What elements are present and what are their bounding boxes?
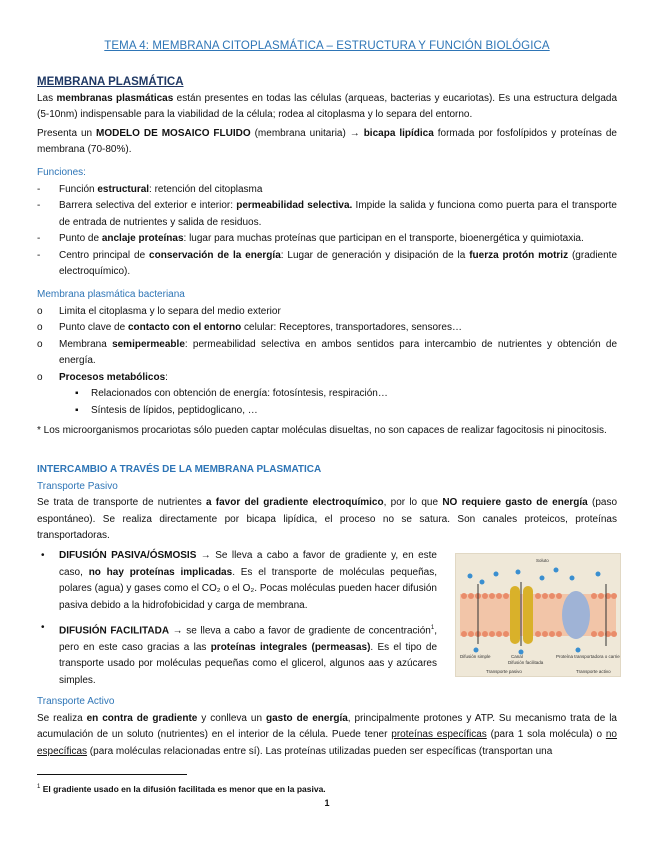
- figure-label-facilitada: Difusión facilitada: [508, 660, 544, 665]
- text: , pero en este caso gracias a las: [59, 625, 437, 653]
- text: y conlleva un: [197, 712, 266, 724]
- text: Función: [59, 183, 98, 195]
- text: Se realiza: [37, 712, 87, 724]
- section-activo: [37, 694, 617, 760]
- bold-text: a favor del gradiente electroquímico: [205, 497, 384, 508]
- bold-text: anclaje proteínas: [101, 233, 184, 244]
- text: Relacionados con obtención de energía: fotosíntesis, respiración…: [91, 388, 388, 399]
- text: Presenta un: [37, 127, 97, 139]
- list-item-difusion-facilitada: [37, 620, 437, 689]
- text: Impide la salida y funciona como puerta para el transporte de entrada de nutrientes y salida de residuos.: [59, 200, 617, 228]
- list-item: [37, 248, 617, 281]
- bold-text: conservación de la energía: [149, 249, 281, 261]
- section-funciones: [37, 165, 617, 281]
- bullet-marker: ▪: [75, 404, 79, 416]
- text: (paso espontáneo). Se realiza directamente por bicapa lipídica, el proceso no se satura. Son canales proteicos, proteínas transportadoras.: [37, 497, 618, 541]
- membrane-transport-figure: [455, 553, 621, 677]
- text: están presentes en todas las células (arqueas, bacterias y eucariotas). Es una estructura delgada (5-10nm) indispensable para la viabilidad de la célula; rodea al citoplasma y lo separa del entorno.: [37, 92, 618, 120]
- text: → se lleva a cabo a favor de gradiente de concentración: [169, 625, 431, 637]
- bullet-marker: o: [37, 371, 43, 383]
- bullet-marker: -: [37, 249, 41, 261]
- footnote-separator: [37, 774, 187, 775]
- bold-text: semipermeable: [112, 338, 185, 350]
- bilayer: [460, 594, 616, 636]
- section-intercambio: [37, 462, 617, 545]
- bullet-marker: -: [37, 200, 41, 211]
- bold-text: membranas plasmáticas: [56, 92, 174, 104]
- text: :: [165, 371, 168, 383]
- text: (para 1 sola molécula) o: [486, 729, 606, 740]
- text: : permeabilidad selectiva en ambos sentidos para intercambio de nutrientes y obtención de energía.: [59, 338, 618, 366]
- text: , principalmente protones y ATP. Su mecanismo trata de la acumulación de un soluto (nutrientes) en el interior de la célula. Puede tener: [37, 712, 617, 740]
- bold-text: contacto con el entorno: [127, 322, 242, 333]
- list-item: [37, 304, 617, 321]
- list-item: [37, 198, 617, 231]
- text: Las: [37, 92, 57, 104]
- bold-text: fuerza protón motriz: [469, 249, 569, 261]
- underlined-text: proteínas específicas: [391, 729, 487, 740]
- paragraph-mosaico: [37, 126, 617, 159]
- text: (para moléculas relacionadas entre sí). Las proteínas utilizadas pueden ser específicas (transportan una: [87, 745, 553, 757]
- list-item: [37, 337, 617, 370]
- text: Punto clave de: [59, 322, 128, 333]
- bold-text: NO requiere gasto de energía: [442, 497, 588, 508]
- list-difusion: [37, 548, 437, 689]
- text: formada por fosfolípidos y proteínas de membrana (70-80%).: [37, 127, 617, 155]
- heading-activo: Transporte Activo: [37, 696, 115, 707]
- heading-bacteriana: Membrana plasmática bacteriana: [37, 289, 185, 300]
- footnote-ref[interactable]: 1: [430, 625, 435, 631]
- paragraph-activo: [37, 711, 617, 761]
- bold-text: DIFUSIÓN FACILITADA: [59, 625, 170, 637]
- footnote-text: El gradiente usado en la difusión facilitada es menor que en la pasiva.: [42, 783, 326, 794]
- footnote: [37, 782, 326, 795]
- list-item: [37, 370, 617, 387]
- list-item: [37, 182, 617, 199]
- bullet-list: [37, 548, 437, 689]
- bullet-marker: •: [41, 550, 45, 561]
- bold-text: estructural: [97, 183, 150, 195]
- text: Se trata de transporte de nutrientes: [37, 497, 206, 508]
- bullet-marker: -: [37, 183, 41, 195]
- lipid-heads-bottom: [461, 631, 617, 637]
- lipid-heads-top: [461, 593, 617, 599]
- text: (membrana unitaria) →: [250, 127, 364, 139]
- list-bacteriana: [37, 304, 617, 420]
- text: . Es el transporte de moléculas pequeñas, polares (agua) y gases como el CO₂ o el O₂. Pocas moléculas pueden hacer difusión pasiva debido a la hidrofobicidad y carga de membrana.: [59, 566, 437, 611]
- figure-label-soluto: Soluto: [536, 558, 549, 563]
- bold-text: permeabilidad selectiva.: [236, 200, 353, 211]
- page-number: 1: [324, 798, 330, 808]
- paragraph-intro: [37, 91, 617, 124]
- bold-text: DIFUSIÓN PASIVA/ÓSMOSIS: [59, 550, 197, 561]
- underlined-text: no específicas: [37, 729, 617, 757]
- figure-label-proteina: Proteína transportadora o carrier: [556, 654, 620, 659]
- bold-text: en contra de gradiente: [86, 712, 198, 724]
- bullet-marker: o: [37, 305, 43, 317]
- page-title: TEMA 4: MEMBRANA CITOPLASMÁTICA – ESTRUCTURA Y FUNCIÓN BIOLÓGICA: [104, 40, 550, 52]
- footnote-number: 1: [37, 784, 41, 790]
- section-heading-membrana: MEMBRANA PLASMÁTICA: [37, 76, 184, 88]
- text: : Lugar de generación y disipación de la: [280, 249, 470, 261]
- bullet-marker: -: [37, 233, 41, 244]
- text: Centro principal de: [59, 249, 150, 261]
- bullet-marker: •: [41, 622, 45, 633]
- list-subitem: [37, 386, 617, 403]
- text: Barrera selectiva del exterior e interior:: [59, 200, 237, 211]
- channel-protein-right: [523, 586, 533, 644]
- figure-label-canal: Canal: [511, 654, 523, 659]
- list-item: [37, 320, 617, 337]
- text: → Se lleva a cabo a favor de gradiente y, en este caso,: [59, 550, 437, 578]
- text: Limita el citoplasma y lo separa del medio exterior: [59, 305, 281, 317]
- carrier-protein: [562, 591, 590, 639]
- channel-protein-left: [510, 586, 520, 644]
- text: celular: Receptores, transportadores, sensores…: [241, 322, 462, 333]
- paragraph-pasivo: [37, 495, 617, 545]
- section-bacteriana: [37, 287, 617, 440]
- figure-label-activo: Transporte activo: [576, 669, 611, 674]
- bold-text: bicapa lipídica: [363, 127, 434, 139]
- bold-text: gasto de energía: [265, 712, 348, 724]
- text: : lugar para muchas proteínas que participan en el transporte, bioenergética y quimiotaxia.: [183, 233, 584, 244]
- text: . Es el tipo de transporte usado por moléculas pequeñas como el glicerol, algunos aas y azúcares simples.: [59, 641, 438, 686]
- text: Punto de: [59, 233, 102, 244]
- heading-intercambio: INTERCAMBIO A TRAVÉS DE LA MEMBRANA PLASMATICA: [37, 464, 322, 475]
- list-item: [37, 231, 617, 248]
- list-item-difusion-pasiva: [37, 548, 437, 614]
- note-procariotas: * Los microorganismos procariotas sólo pueden captar moléculas disueltas, no son capaces de realizar fagocitosis ni pinocitosis.: [37, 425, 607, 436]
- bold-text: proteínas integrales (permeasas): [210, 641, 371, 653]
- text: Síntesis de lípidos, peptidoglicano, …: [91, 404, 258, 416]
- membrane-diagram: [456, 554, 620, 676]
- text: : retención del citoplasma: [149, 183, 263, 195]
- text: , por lo que: [383, 497, 443, 508]
- figure-label-difusion: Difusión simple: [460, 654, 491, 659]
- figure-label-pasivo: Transporte pasivo: [486, 669, 522, 674]
- bold-text: MODELO DE MOSAICO FLUIDO: [96, 127, 251, 139]
- text: (gradiente electroquímico).: [59, 249, 618, 277]
- bullet-marker: o: [37, 322, 43, 333]
- heading-pasivo: Transporte Pasivo: [37, 480, 118, 492]
- section-membrana: [37, 74, 617, 159]
- heading-funciones: Funciones:: [37, 167, 86, 178]
- text: Membrana: [59, 338, 113, 350]
- bold-text: Procesos metabólicos: [59, 371, 166, 383]
- list-funciones: [37, 182, 617, 281]
- list-subitem: [37, 403, 617, 420]
- bold-text: no hay proteínas implicadas: [88, 566, 233, 578]
- bullet-marker: o: [37, 338, 43, 350]
- bullet-marker: ▪: [75, 388, 79, 399]
